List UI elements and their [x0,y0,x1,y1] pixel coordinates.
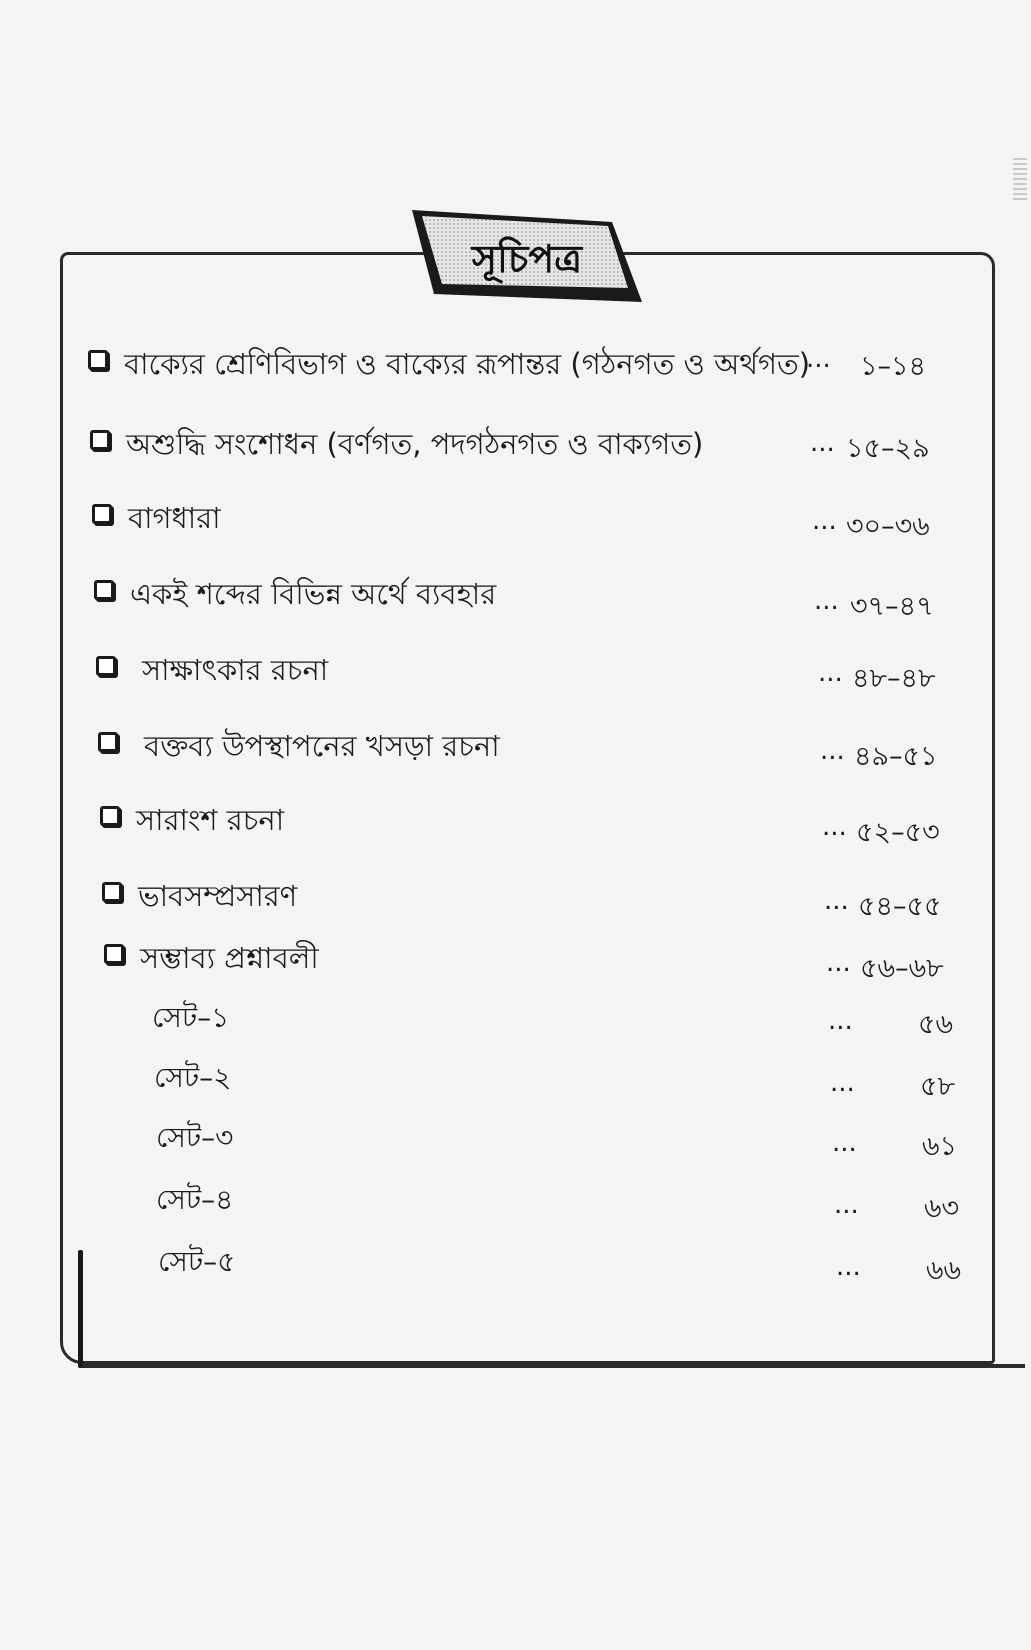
toc-entry-title: বক্তব্য উপস্থাপনের খসড়া রচনা [144,729,500,763]
toc-subentry[interactable] [0,1056,1031,1106]
toc-leader-dots: ... [818,658,843,688]
toc-leader-dots: ... [824,886,849,916]
toc-entry[interactable] [0,420,1031,470]
toc-entry[interactable] [0,646,1031,696]
checkbox-icon [90,430,110,450]
checkbox-icon [88,350,108,370]
toc-leader-dots: ... [812,506,837,536]
toc-entry-pages: ১৫–২৯ [846,433,930,464]
toc-entry-pages: ৪৮–৪৮ [852,663,936,694]
toc-heading-badge [412,210,642,302]
checkbox-icon [104,944,124,964]
checkbox-icon [94,580,114,600]
toc-leader-dots: ... [820,736,845,766]
toc-subentry-title: সেট–২ [154,1061,232,1094]
toc-subentry[interactable] [0,996,1031,1046]
page-edge-marks [1013,158,1027,200]
toc-entry-title: একই শব্দের বিভিন্ন অর্থে ব্যবহার [130,577,497,611]
toc-entry-title: বাক্যের শ্রেণিবিভাগ ও বাক্যের রূপান্তর (গঠনগত ও অর্থগত) [124,347,811,381]
toc-entry-pages: ১–১৪ [860,351,927,382]
toc-entry[interactable] [0,870,1031,920]
toc-leader-dots: ... [828,1006,853,1036]
toc-entry-pages: ৫২–৫৩ [856,817,940,848]
toc-heading: সূচিপত্র [471,236,583,281]
checkbox-icon [92,504,112,524]
toc-subentry-title: সেট–৫ [158,1245,236,1278]
toc-entry[interactable] [0,796,1031,846]
toc-subentry-title: সেট–৪ [156,1183,234,1216]
toc-leader-dots: ... [834,1190,859,1220]
toc-subentry-page: ৫৮ [920,1071,956,1102]
toc-leader-dots: ... [830,1068,855,1098]
toc-subentry-page: ৬৬ [926,1255,962,1286]
toc-entry-title: সারাংশ রচনা [136,803,285,837]
toc-leader-dots: ... [826,948,851,978]
toc-entry[interactable] [0,496,1031,546]
toc-leader-dots: ... [814,586,839,616]
checkbox-icon [102,882,122,902]
toc-entry-pages: ৪৯–৫১ [854,741,938,772]
toc-entry[interactable] [0,572,1031,622]
toc-entry-title: অশুদ্ধি সংশোধন (বর্ণগত, পদগঠনগত ও বাক্যগত) [126,427,704,461]
checkbox-icon [96,656,116,676]
toc-leader-dots: ... [832,1128,857,1158]
toc-subentry[interactable] [0,1116,1031,1166]
toc-leader-dots: ... [810,428,835,458]
toc-frame-bottom-edge [80,1364,1025,1368]
toc-subentry-page: ৬১ [922,1131,958,1162]
toc-entry-pages: ৩৭–৪৭ [850,591,934,622]
toc-leader-dots: ... [822,812,847,842]
toc-entry-pages: ৫৪–৫৫ [858,891,942,922]
toc-subentry[interactable] [0,1176,1031,1226]
toc-entry-title: ভাবসম্প্রসারণ [138,879,298,913]
toc-entry[interactable] [0,722,1031,772]
checkbox-icon [100,806,120,826]
toc-leader-dots: ... [806,344,831,374]
toc-entry[interactable] [0,340,1031,390]
toc-subentry-title: সেট–১ [152,1001,230,1034]
toc-subentry-page: ৫৬ [918,1009,954,1040]
toc-entry-title: সম্ভাব্য প্রশ্নাবলী [140,941,319,975]
checkbox-icon [98,732,118,752]
toc-subentry-title: সেট–৩ [156,1121,234,1154]
toc-entry-title: সাক্ষাৎকার রচনা [142,653,329,687]
toc-subentry-page: ৬৩ [924,1193,960,1224]
toc-leader-dots: ... [836,1252,861,1282]
toc-entry-pages: ৩০–৩৬ [846,511,930,542]
toc-entry[interactable] [0,932,1031,982]
toc-entry-title: বাগধারা [128,501,221,535]
toc-entry-pages: ৫৬–৬৮ [860,953,944,984]
toc-subentry[interactable] [0,1238,1031,1288]
